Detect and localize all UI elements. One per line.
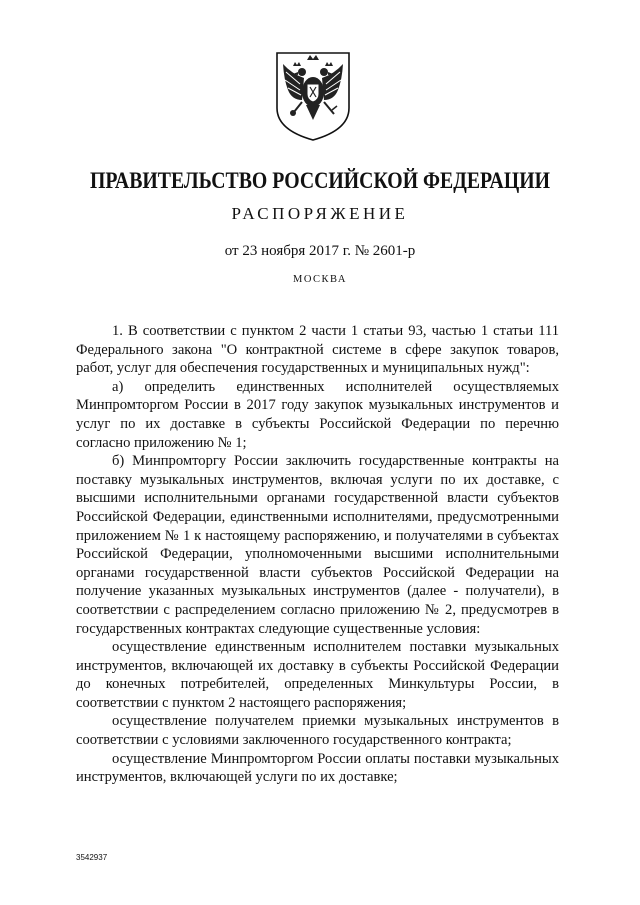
condition-acceptance: осуществление получателем приемки музыкальных инструментов в соответствии с условиями заключенного государственного контракта; (76, 713, 559, 749)
document-type: РАСПОРЯЖЕНИЕ (231, 204, 409, 223)
condition-delivery: осуществление единственным исполнителем поставки музыкальных инструментов, включающей их доставку в субъекты Российской Федерации до конечных потребителей, определенных Минкультуры России, в соответствии с пунктом 2 настоящего распоряжения; (76, 639, 559, 711)
document-code: 3542937 (76, 853, 108, 862)
document-city: МОСКВА (293, 274, 347, 285)
paragraph-a: а) определить единственных исполнителей осуществляемых Минпромторгом России в 2017 году закупок музыкальных инструментов и услуг по их доставке в субъекты Российской Федерации по перечню согласно приложению № 1; (76, 378, 559, 451)
document-date-number: от 23 ноября 2017 г. № 2601-р (224, 243, 416, 259)
condition-payment: осуществление Минпромторгом России оплаты поставки музыкальных инструментов, включающей услуги по их доставке; (76, 750, 559, 786)
government-title: ПРАВИТЕЛЬСТВО РОССИЙСКОЙ ФЕДЕРАЦИИ (89, 168, 551, 193)
document-body (76, 322, 559, 787)
paragraph-1: 1. В соответствии с пунктом 2 части 1 статьи 93, частью 1 статьи 111 Федерального закона "О контрактной системе в сфере закупок товаров, работ, услуг для обеспечения государственных и муниципальных нужд": (76, 323, 559, 377)
russian-coat-of-arms-emblem-icon (274, 50, 352, 142)
paragraph-b: б) Минпромторгу России заключить государственные контракты на поставку музыкальных инструментов, включая услуги по их доставке, с высшими исполнительными органами государственной власти субъектов Российской Федерации, единственными исполнителями, предусмотренными приложением № 1 к настоящему распоряжению, и получателями в субъектах Российской Федерации, уполномоченными высшими исполнительными органами государственной власти субъектов Российской Федерации на получение указанных музыкальных инструментов (далее - получатели), в соответствии с распределением согласно приложению № 2, предусмотрев в государственных контрактах следующие существенные условия: (76, 453, 559, 637)
